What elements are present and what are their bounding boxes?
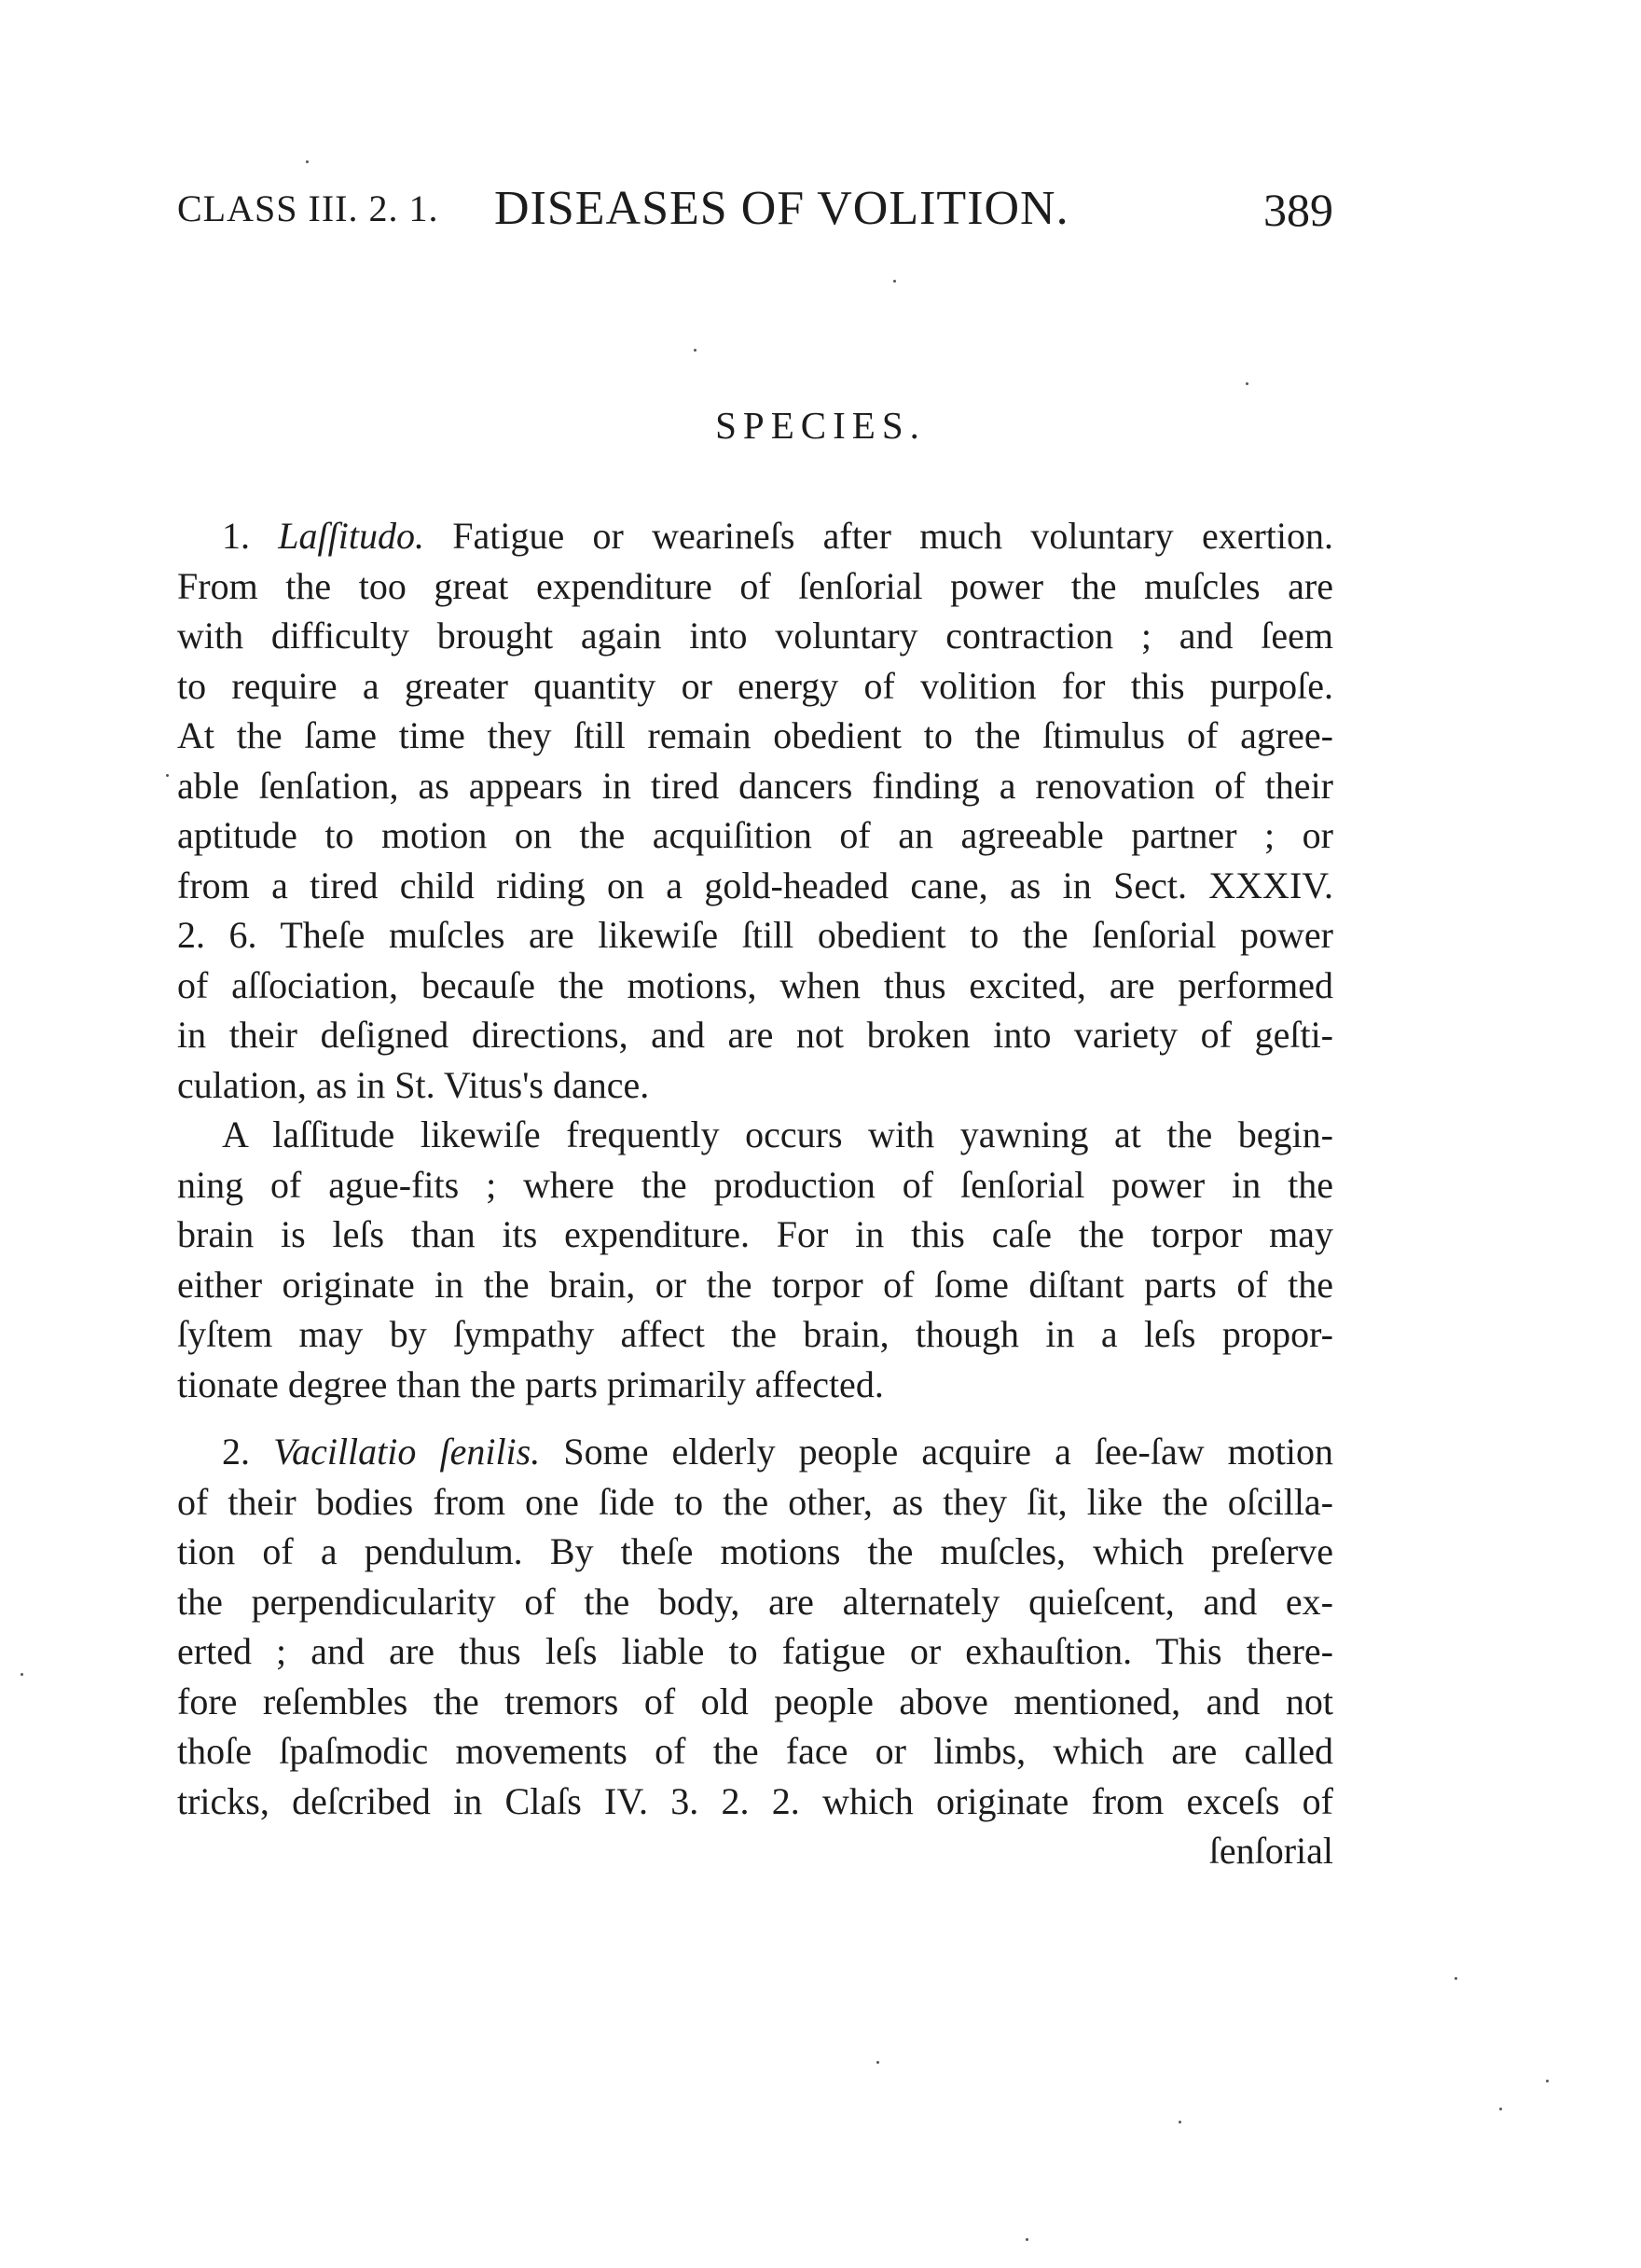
text-line: tricks, deſcribed in Claſs IV. 3. 2. 2. which originate from exceſs of [177,1779,1333,1822]
running-head [177,182,1333,252]
class-reference: CLASS III. 2. 1. [177,187,439,229]
paper-speck [306,160,309,163]
text-line: from a tired child riding on a gold-headed cane, as in Sect. XXXIV. [177,864,1333,906]
text-line: in their deſigned directions, and are not broken into variety of geſti- [177,1014,1333,1056]
text-line: At the ſame time they ſtill remain obedient to the ſtimulus of agree- [177,714,1333,756]
text-line: thoſe ſpaſmodic movements of the face or limbs, which are called [177,1730,1333,1772]
species-term: Vacillatio ſenilis. [273,1431,541,1473]
paper-speck [876,2061,879,2064]
text-line [177,511,1333,561]
text-line: able ſenſation, as appears in tired dancers finding a renovation of their [177,764,1333,807]
species-number: 1. [222,515,250,557]
text-line: culation, as in St. Vitus's dance. [177,1063,650,1106]
paper-speck [1455,1977,1457,1980]
text-line: of their bodies from one ſide to the other, as they ſit, like the oſcilla- [177,1480,1333,1523]
paper-speck [893,280,896,283]
paper-speck [21,1673,23,1676]
catchword: ſenſorial [1208,1830,1333,1872]
text-line: erted ; and are thus leſs liable to fatigue or exhauſtion. This there- [177,1630,1333,1672]
text-line: tion of a pendulum. By theſe motions the muſcles, which preſerve [177,1530,1333,1572]
paper-speck [1546,2080,1549,2082]
text-line: 2. 6. Theſe muſcles are likewiſe ſtill obedient to the ſenſorial power [177,914,1333,956]
text-line [177,1427,1333,1477]
paper-speck [166,774,169,777]
line-text: Some elderly people acquire a ſee-ſaw motion [563,1431,1334,1473]
text-line: the perpendicularity of the body, are alternately quieſcent, and ex- [177,1580,1333,1623]
chapter-title: DISEASES OF VOLITION. [494,182,1069,235]
text-line: tionate degree than the parts primarily affected. [177,1362,884,1405]
paper-speck [694,349,696,352]
text-line: ſyſtem may by ſympathy affect the brain, though in a leſs propor- [177,1313,1333,1355]
page-number: 389 [1263,184,1333,236]
text-line: to require a greater quantity or energy of volition for this purpoſe. [177,664,1333,707]
text-line: either originate in the brain, or the torpor of ſome diſtant parts of the [177,1263,1333,1306]
section-heading: SPECIES. [715,404,926,447]
paper-speck [1179,2121,1181,2123]
text-line: aptitude to motion on the acquiſition of an agreeable partner ; or [177,814,1333,856]
text-line: From the too great expenditure of ſenſorial power the muſcles are [177,564,1333,607]
line-text: Fatigue or wearineſs after much voluntary exertion. [452,515,1333,557]
text-line: ning of ague-fits ; where the production of ſenſorial power in the [177,1163,1333,1206]
species-term: Laſſitudo. [278,515,424,557]
text-line: fore reſembles the tremors of old people above mentioned, and not [177,1680,1333,1722]
species-1-entry [177,511,1333,1409]
species-number: 2. [222,1431,250,1473]
text-line: brain is leſs than its expenditure. For in this caſe the torpor may [177,1213,1333,1255]
paper-speck [1246,382,1248,385]
paper-speck [1499,2108,1502,2110]
text-line: of aſſociation, becauſe the motions, when thus excited, are performed [177,963,1333,1006]
text-line: with difficulty brought again into voluntary contraction ; and ſeem [177,615,1333,657]
text-line: A laſſitude likewiſe frequently occurs with yawning at the begin- [222,1113,1333,1155]
paper-speck [1026,2238,1028,2241]
species-2-entry [177,1427,1333,1876]
